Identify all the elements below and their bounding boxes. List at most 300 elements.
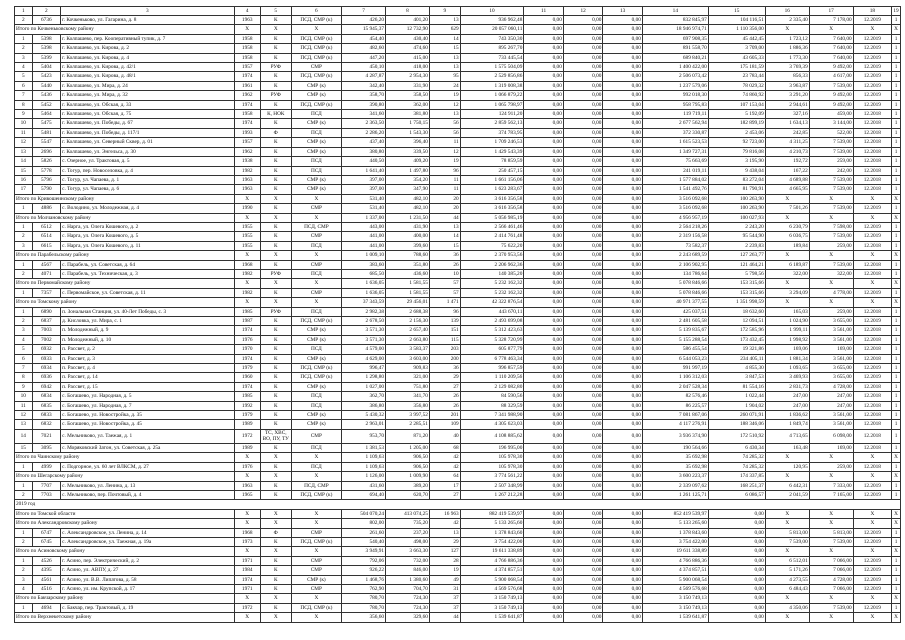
subtotal-cell: X (234, 251, 260, 260)
table-cell: ПСД (291, 462, 342, 471)
table-cell: 10 (429, 269, 460, 278)
table-cell: 3 (15, 53, 33, 62)
subtotal-cell: X (809, 194, 853, 203)
subtotal-cell: X (234, 25, 260, 34)
table-cell: 0,00 (524, 128, 564, 137)
table-cell: 0,00 (563, 317, 603, 326)
table-cell: 459,00 (809, 110, 853, 119)
table-row (15, 528, 901, 537)
subtotal-row (15, 251, 901, 260)
table-cell: 2 453,06 (708, 128, 765, 137)
subtotal-cell: X (809, 251, 853, 260)
table-cell: 0,00 (524, 603, 564, 612)
col-number: 2 (32, 7, 61, 16)
table-cell: 0,00 (603, 63, 643, 72)
table-row (15, 326, 901, 335)
table-cell: 0,00 (524, 584, 564, 593)
table-cell: 12.2018 (853, 157, 891, 166)
table-cell: 0,00 (524, 317, 564, 326)
table-cell: 0,00 (563, 100, 603, 109)
table-cell: 37 (429, 603, 460, 612)
table-cell: 450,10 (342, 63, 386, 72)
subtotal-cell: X (234, 213, 260, 222)
subtotal-cell: 1 471 (429, 298, 460, 307)
table-row (15, 401, 901, 410)
table-cell: 2 319 156,58 (642, 232, 708, 241)
table-cell: 0,00 (603, 269, 643, 278)
table-cell: К (260, 411, 291, 420)
subtotal-cell: X (765, 594, 809, 603)
table-cell: 3 469,93 (765, 373, 809, 382)
table-cell: К (260, 138, 291, 147)
subtotal-cell: 127 263,77 (708, 251, 765, 260)
table-cell: 247,00 (765, 401, 809, 410)
table-cell: 1 (892, 44, 901, 53)
table-cell: 1 378 843,60 (460, 528, 524, 537)
table-cell: 0,00 (563, 44, 603, 53)
subtotal-cell: X (234, 509, 260, 518)
table-cell: ПСД, СМР (к) (291, 100, 342, 109)
table-cell: 259,00 (809, 241, 853, 250)
subtotal-cell: X (291, 509, 342, 518)
table-cell: 1992 (234, 401, 260, 410)
table-cell: 751,80 (386, 382, 430, 391)
subtotal-cell: 1 110 356,00 (708, 25, 765, 34)
subtotal-cell: 3 663,30 (386, 547, 430, 556)
table-cell: 0,00 (603, 575, 643, 584)
subtotal-cell: X (892, 279, 901, 288)
table-cell: 12.2019 (853, 222, 891, 231)
table-cell: 5 171,26 (765, 566, 809, 575)
table-cell: 1 998,92 (765, 335, 809, 344)
table-cell: 1 024,90 (765, 317, 809, 326)
subtotal-label: Итого по Верхнекетскому району (15, 613, 235, 622)
subtotal-cell: X (260, 519, 291, 528)
table-cell: 724,30 (386, 603, 430, 612)
table-cell: 7707 (32, 481, 61, 490)
table-cell: 0,00 (603, 91, 643, 100)
table-cell: 0,00 (563, 147, 603, 156)
table-cell: 1 (892, 443, 901, 452)
subtotal-cell: 413 074,25 (386, 509, 430, 518)
table-cell: 15 (15, 443, 33, 452)
table-cell: 1987 (234, 317, 260, 326)
table-cell: 18 632,60 (708, 307, 765, 316)
table-cell: 2 963,01 (342, 420, 386, 429)
table-cell: 12.2018 (853, 345, 891, 354)
table-cell: 586 455,54 (642, 345, 708, 354)
col-number: 14 (642, 7, 708, 16)
table-cell: 12 (429, 100, 460, 109)
table-cell: 689 840,21 (642, 53, 708, 62)
table-cell: 0,00 (563, 420, 603, 429)
table-cell: 7 501,26 (765, 204, 809, 213)
table-cell: 109 (429, 420, 460, 429)
table-row (15, 260, 901, 269)
table-cell: 17 (15, 185, 33, 194)
table-cell: 5 813,00 (765, 528, 809, 537)
subtotal-cell: X (260, 453, 291, 462)
table-cell: 5 900 068,54 (460, 575, 524, 584)
table-cell: 2696 (32, 147, 61, 156)
table-cell: 6 484,43 (765, 584, 809, 593)
subtotal-cell: 16 963 (429, 509, 460, 518)
table-cell: 56 (429, 119, 460, 128)
table-cell: 1973 (234, 537, 260, 546)
subtotal-label: Итого по Парабельскому району (15, 251, 235, 260)
subtotal-cell: 882 419 539,97 (460, 509, 524, 518)
table-cell: 1 (15, 204, 33, 213)
table-cell: СМР (к) (291, 335, 342, 344)
table-cell: 49 (429, 575, 460, 584)
table-cell: К (260, 166, 291, 175)
table-cell: 6837 (32, 317, 61, 326)
subtotal-cell: 44 (429, 613, 460, 622)
table-cell: 7703 (32, 490, 61, 499)
subtotal-cell: X (892, 547, 901, 556)
table-cell: 247,00 (765, 392, 809, 401)
table-cell: 0,00 (524, 44, 564, 53)
table-cell: 82 576,46 (642, 392, 708, 401)
table-cell: 437,40 (342, 138, 386, 147)
subtotal-cell: 44 (429, 213, 460, 222)
table-cell: 7 066,00 (809, 566, 853, 575)
subtotal-cell: 0,00 (603, 613, 643, 622)
table-cell: 5 328 720,99 (460, 335, 524, 344)
table-cell: 7 539,00 (809, 147, 853, 156)
table-cell: 260 071,91 (708, 411, 765, 420)
table-cell: 0,00 (563, 166, 603, 175)
table-cell: 347,90 (386, 185, 430, 194)
subtotal-label: Итого по Чаинскому району (15, 453, 235, 462)
subtotal-cell: 0,00 (563, 519, 603, 528)
table-cell: с. Моряковский Затон, ул. Советская, д. 25а (61, 443, 234, 452)
table-cell: 74 285,32 (708, 462, 765, 471)
table-cell: 780,70 (342, 603, 386, 612)
subtotal-label: Итого по Асиновскому району (15, 547, 235, 556)
table-cell: 0,00 (603, 462, 643, 471)
table-cell: 29 (429, 537, 460, 546)
table-cell: 0,00 (524, 481, 564, 490)
subtotal-cell: 0,00 (708, 547, 765, 556)
table-cell: 3 294,09 (765, 288, 809, 297)
table-cell: 12 (15, 411, 33, 420)
table-cell: г. Колпашево, ул. Северный Сквер, д. 01 (61, 138, 234, 147)
subtotal-cell: X (809, 613, 853, 622)
table-cell: 96 (429, 166, 460, 175)
table-cell: 0,00 (563, 269, 603, 278)
table-cell: 1 (15, 260, 33, 269)
table-cell: 891 558,70 (642, 44, 708, 53)
table-cell: 443,00 (342, 222, 386, 231)
table-cell: ПСД, СМР (к) (291, 34, 342, 43)
table-cell: 1 (892, 241, 901, 250)
subtotal-cell: 1 337,00 (342, 213, 386, 222)
subtotal-cell: 42 (429, 453, 460, 462)
table-cell: 498,00 (386, 537, 430, 546)
table-cell: 2 (15, 537, 33, 546)
table-cell: 5547 (32, 138, 61, 147)
table-cell: 5475 (32, 119, 61, 128)
table-cell: 1963 (234, 16, 260, 25)
table-cell: 7 178,00 (809, 16, 853, 25)
col-number: 19 (893, 8, 899, 14)
table-cell: 1 (892, 382, 901, 391)
table-row (15, 16, 901, 25)
table-cell: 242,85 (765, 128, 809, 137)
table-cell: 12.2018 (853, 420, 891, 429)
table-cell: 936 962,48 (460, 16, 524, 25)
table-cell: 0,00 (708, 566, 765, 575)
table-cell: п. Рассвет, д. 3 (61, 354, 234, 363)
table-row (15, 288, 901, 297)
subtotal-cell: 100 263,90 (708, 194, 765, 203)
table-cell: 19 (429, 157, 460, 166)
table-cell: 0,00 (563, 537, 603, 546)
table-cell: 13 (15, 420, 33, 429)
table-cell: 1974 (234, 119, 260, 128)
table-cell: 19 321,86 (708, 345, 765, 354)
table-cell: 5 155 288,54 (642, 335, 708, 344)
table-cell: 78 859,59 (460, 157, 524, 166)
table-cell: СМР (к) (291, 185, 342, 194)
subtotal-row (15, 509, 901, 518)
table-cell: 12.2019 (853, 537, 891, 546)
table-cell: 9 492,00 (809, 63, 853, 72)
table-cell: 0,00 (563, 335, 603, 344)
table-row (15, 481, 901, 490)
table-cell: 7 066,00 (809, 556, 853, 565)
table-cell: 3 997,52 (386, 411, 430, 420)
table-cell: СМР (291, 566, 342, 575)
table-cell: 0,00 (524, 119, 564, 128)
table-cell: РУФ (260, 63, 291, 72)
table-cell: К (260, 44, 291, 53)
table-cell: 358,70 (342, 91, 386, 100)
table-cell: К (260, 537, 291, 546)
table-cell: 6512 (32, 222, 61, 231)
table-cell: 12.2018 (853, 392, 891, 401)
table-cell: СМР (к) (291, 382, 342, 391)
table-cell: 1 (892, 364, 901, 373)
table-cell: 522,00 (809, 128, 853, 137)
table-row (15, 138, 901, 147)
table-cell: 7 539,00 (809, 260, 853, 269)
table-cell: 163,48 (765, 443, 809, 452)
subtotal-cell: X (892, 298, 901, 307)
table-cell: 169,00 (809, 443, 853, 452)
table-cell: 1 (15, 556, 33, 565)
subtotal-cell: 0,00 (524, 509, 564, 518)
table-cell: 1 (892, 556, 901, 565)
table-cell: 0,00 (524, 354, 564, 363)
table-cell: 0,00 (603, 528, 643, 537)
table-cell: 7 341 988,90 (460, 411, 524, 420)
table-cell: г. Кочкеньково, ул. Гагарина, д. 8 (61, 16, 234, 25)
table-cell: 15 (15, 166, 33, 175)
table-cell: 906,50 (386, 462, 430, 471)
subtotal-cell: X (853, 251, 891, 260)
subtotal-label: Итого по Кочкеньковскому району (15, 25, 235, 34)
table-cell: 1 886,36 (765, 44, 809, 53)
table-cell: 7 640,00 (809, 44, 853, 53)
table-cell: 2 041,59 (765, 490, 809, 499)
table-cell: 3 655,00 (809, 317, 853, 326)
table-cell: 73 582,37 (642, 241, 708, 250)
table-cell: 1 (892, 100, 901, 109)
table-cell: 4 311,25 (765, 138, 809, 147)
subtotal-cell: X (765, 613, 809, 622)
table-cell: 1 (892, 584, 901, 593)
table-cell: 3095 (32, 443, 61, 452)
table-cell: п. Рассвет, д. 14 (61, 373, 234, 382)
table-cell: 1 (892, 481, 901, 490)
subtotal-cell: X (234, 298, 260, 307)
table-cell: 0,00 (524, 138, 564, 147)
table-cell: СМР (к) (291, 147, 342, 156)
table-cell: 11 (429, 175, 460, 184)
table-cell: 0,00 (603, 34, 643, 43)
table-cell: 0,00 (524, 269, 564, 278)
table-row (15, 364, 901, 373)
table-cell: 0,00 (524, 429, 564, 443)
table-cell: 926,22 (342, 566, 386, 575)
table-row (15, 584, 901, 593)
subtotal-cell: X (853, 547, 891, 556)
subtotal-cell: 0,00 (524, 194, 564, 203)
subtotal-cell: 1 009,10 (342, 251, 386, 260)
table-cell: 12.2018 (853, 166, 891, 175)
table-cell: ПСД, СМР (291, 222, 342, 231)
table-cell: 2 414 761,48 (460, 232, 524, 241)
table-cell: с. Первомайское, ул. Советская, д. 11 (61, 288, 234, 297)
table-row (15, 44, 901, 53)
table-cell: 1974 (234, 382, 260, 391)
table-cell: 4 (15, 584, 33, 593)
table-cell: 241 019,11 (642, 166, 708, 175)
subtotal-cell: 40 971 377,55 (642, 298, 708, 307)
table-cell: К (260, 364, 291, 373)
table-cell: ПСД, СМР (к) (291, 603, 342, 612)
table-cell: К (260, 566, 291, 575)
subtotal-cell: X (234, 453, 260, 462)
table-cell: 5398 (32, 44, 61, 53)
table-cell: 0,00 (603, 147, 643, 156)
table-cell: 322,00 (765, 269, 809, 278)
table-cell: 0,00 (524, 34, 564, 43)
subtotal-cell: X (234, 594, 260, 603)
table-cell: 909,83 (386, 364, 430, 373)
table-cell: 9 492,00 (809, 91, 853, 100)
table-row (15, 566, 901, 575)
subtotal-row (15, 298, 901, 307)
table-cell: 0,00 (524, 420, 564, 429)
table-row (15, 63, 901, 72)
table-cell: 107 153,04 (708, 100, 765, 109)
table-cell: 12.2018 (853, 307, 891, 316)
table-cell: 0,00 (603, 16, 643, 25)
table-cell: 6835 (32, 401, 61, 410)
subtotal-cell: X (892, 25, 901, 34)
table-cell: с. Парабель, ул. Советская, д. 64 (61, 260, 234, 269)
table-cell: 2 (15, 16, 33, 25)
subtotal-cell: X (892, 194, 901, 203)
table-cell: 0,00 (563, 53, 603, 62)
table-cell: 425 037,51 (642, 307, 708, 316)
table-cell: 5404 (32, 63, 61, 72)
table-cell: 104 116,51 (708, 16, 765, 25)
table-cell: 247,00 (809, 392, 853, 401)
table-cell: 0,00 (563, 222, 603, 231)
table-cell: 1 (892, 204, 901, 213)
table-cell: с. Александровское, ул. Ленина, д. 14 (61, 528, 234, 537)
table-cell: 1 (892, 392, 901, 401)
table-cell: 0,00 (708, 575, 765, 584)
subtotal-cell: 0,00 (524, 519, 564, 528)
table-cell: 0,00 (603, 603, 643, 612)
table-row (15, 53, 901, 62)
table-cell: 12.2019 (853, 584, 891, 593)
table-cell: 0,00 (563, 481, 603, 490)
table-cell: 3 583,37 (386, 345, 430, 354)
subtotal-cell: 0,00 (524, 298, 564, 307)
table-cell: 95 544,90 (708, 232, 765, 241)
table-cell: СМР (к) (291, 81, 342, 90)
subtotal-cell: 57 (429, 279, 460, 288)
table-cell: 356,80 (386, 401, 430, 410)
table-cell: 2 657,40 (386, 326, 430, 335)
table-cell: К (260, 100, 291, 109)
table-cell: 0,00 (603, 138, 643, 147)
subtotal-cell: X (765, 519, 809, 528)
table-cell: ПСД (291, 401, 342, 410)
table-cell: 0,00 (524, 411, 564, 420)
table-cell: 0,00 (603, 429, 643, 443)
table-cell: с. Мельниково, ул. Ленина, д. 13 (61, 481, 234, 490)
table-cell: 12.2019 (853, 566, 891, 575)
table-cell: 12 (15, 138, 33, 147)
table-cell: 1 (892, 603, 901, 612)
table-cell: 1 723,12 (765, 34, 809, 43)
table-cell: 6745 (32, 537, 61, 546)
subtotal-cell: 0,00 (603, 25, 643, 34)
table-cell: 2 831,73 (765, 382, 809, 391)
subtotal-cell: X (260, 298, 291, 307)
subtotal-cell: 0,00 (603, 213, 643, 222)
table-row (15, 537, 901, 546)
table-cell: 8 (15, 100, 33, 109)
table-row (15, 157, 901, 166)
table-cell: 0,00 (603, 232, 643, 241)
table-cell: 16 (15, 175, 33, 184)
table-cell: СМР (к) (291, 175, 342, 184)
table-cell: ПСД, СМР (к) (291, 537, 342, 546)
table-cell: 322,00 (809, 269, 853, 278)
table-cell: СМР (291, 556, 342, 565)
subtotal-cell: 37 343,59 (342, 298, 386, 307)
table-cell: 11 (429, 185, 460, 194)
table-cell: 13 (429, 53, 460, 62)
table-row (15, 241, 901, 250)
table-cell: 1 (15, 288, 33, 297)
table-cell: 685,50 (342, 269, 386, 278)
table-cell: К (260, 401, 291, 410)
table-cell: 13 (429, 63, 460, 72)
subtotal-cell: X (291, 472, 342, 481)
subtotal-cell: X (809, 519, 853, 528)
table-cell: К (260, 157, 291, 166)
subtotal-cell: X (892, 213, 901, 222)
